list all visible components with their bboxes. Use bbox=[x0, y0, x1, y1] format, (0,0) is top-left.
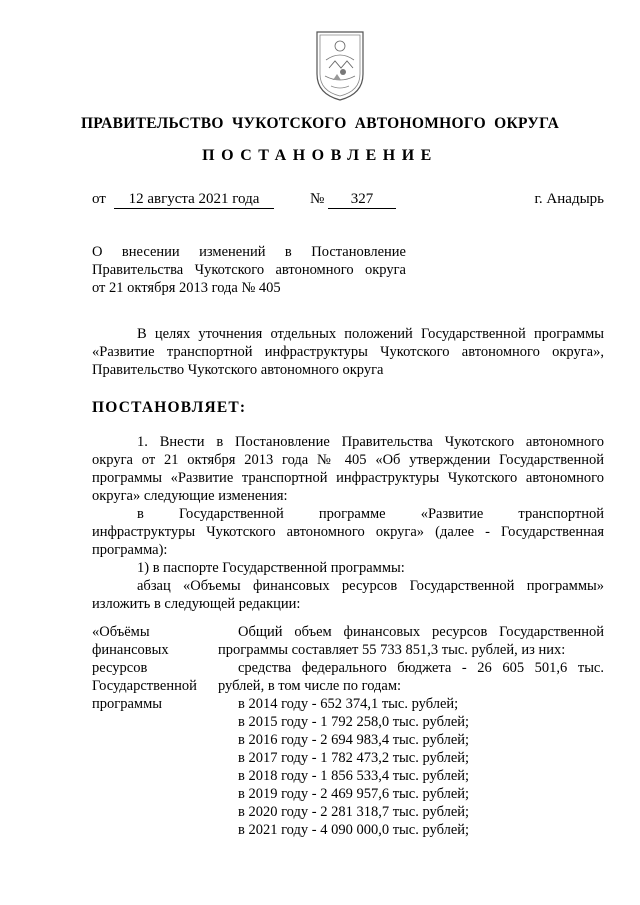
label-line: финансовых bbox=[92, 642, 169, 658]
subject-line: от 21 октября 2013 года № 405 bbox=[92, 280, 281, 296]
year-line: в 2021 году - 4 090 000,0 тыс. рублей; bbox=[238, 822, 470, 838]
body-line: в Государственной программе «Развитие транспортной bbox=[137, 506, 604, 522]
document-meta-row bbox=[92, 191, 604, 211]
body-line: инфраструктуры Чукотского автономного округа» (далее - Государственная bbox=[92, 524, 604, 540]
body-line: абзац «Объемы финансовых ресурсов Государственной программы» bbox=[137, 578, 604, 594]
content-line: программы составляет 55 733 851,3 тыс. рублей, из них: bbox=[218, 642, 566, 658]
preamble-line: «Развитие транспортной инфраструктуры Чукотского автономного округа», bbox=[92, 344, 604, 360]
body-line: округа от 21 октября 2013 года № 405 «Об утверждении Государственной bbox=[92, 452, 604, 468]
year-line: в 2020 году - 2 281 318,7 тыс. рублей; bbox=[238, 804, 470, 820]
document-subject bbox=[92, 243, 406, 297]
document-type: ПОСТАНОВЛЕНИЕ bbox=[202, 147, 438, 164]
label-line: «Объёмы bbox=[92, 624, 150, 640]
financing-content-cell bbox=[218, 623, 604, 839]
body-line: программы «Развитие транспортной инфраструктуры Чукотского автономного bbox=[92, 470, 604, 486]
date-from-label: от bbox=[92, 191, 106, 207]
body-line: программа): bbox=[92, 542, 168, 558]
preamble-line: В целях уточнения отдельных положений Государственной программы bbox=[137, 326, 604, 342]
year-line: в 2017 году - 1 782 473,2 тыс. рублей; bbox=[238, 750, 470, 766]
body-line: округа» следующие изменения: bbox=[92, 488, 288, 504]
preamble-line: Правительство Чукотского автономного округа bbox=[92, 362, 384, 378]
coat-of-arms-emblem bbox=[311, 28, 369, 104]
year-line: в 2018 году - 1 856 533,4 тыс. рублей; bbox=[238, 768, 470, 784]
decree-body bbox=[92, 433, 604, 613]
document-city: г. Анадырь bbox=[534, 191, 604, 207]
subject-line: О внесении изменений в Постановление bbox=[92, 244, 406, 260]
decree-heading: ПОСТАНОВЛЯЕТ: bbox=[92, 399, 247, 416]
year-line: в 2019 году - 2 469 957,6 тыс. рублей; bbox=[238, 786, 470, 802]
organization-name: ПРАВИТЕЛЬСТВО ЧУКОТСКОГО АВТОНОМНОГО ОКРУГА bbox=[80, 115, 560, 132]
year-line: в 2016 году - 2 694 983,4 тыс. рублей; bbox=[238, 732, 470, 748]
year-line: в 2015 году - 1 792 258,0 тыс. рублей; bbox=[238, 714, 470, 730]
label-line: программы bbox=[92, 696, 162, 712]
label-line: ресурсов bbox=[92, 660, 148, 676]
body-line: 1) в паспорте Государственной программы: bbox=[137, 560, 405, 576]
body-line: изложить в следующей редакции: bbox=[92, 596, 301, 612]
content-line: средства федерального бюджета - 26 605 501,6 тыс. bbox=[238, 660, 604, 676]
preamble-paragraph bbox=[92, 325, 604, 379]
content-line: Общий объем финансовых ресурсов Государственной bbox=[238, 624, 604, 640]
content-line: рублей, в том числе по годам: bbox=[218, 678, 402, 694]
document-date: 12 августа 2021 года bbox=[114, 191, 274, 209]
year-line: в 2014 году - 652 374,1 тыс. рублей; bbox=[238, 696, 459, 712]
number-label: № bbox=[310, 191, 325, 207]
document-number: 327 bbox=[328, 191, 396, 209]
body-line: 1. Внести в Постановление Правительства Чукотского автономного bbox=[137, 434, 604, 450]
subject-line: Правительства Чукотского автономного округа bbox=[92, 262, 406, 278]
label-line: Государственной bbox=[92, 678, 197, 694]
financing-label-cell bbox=[92, 623, 212, 713]
